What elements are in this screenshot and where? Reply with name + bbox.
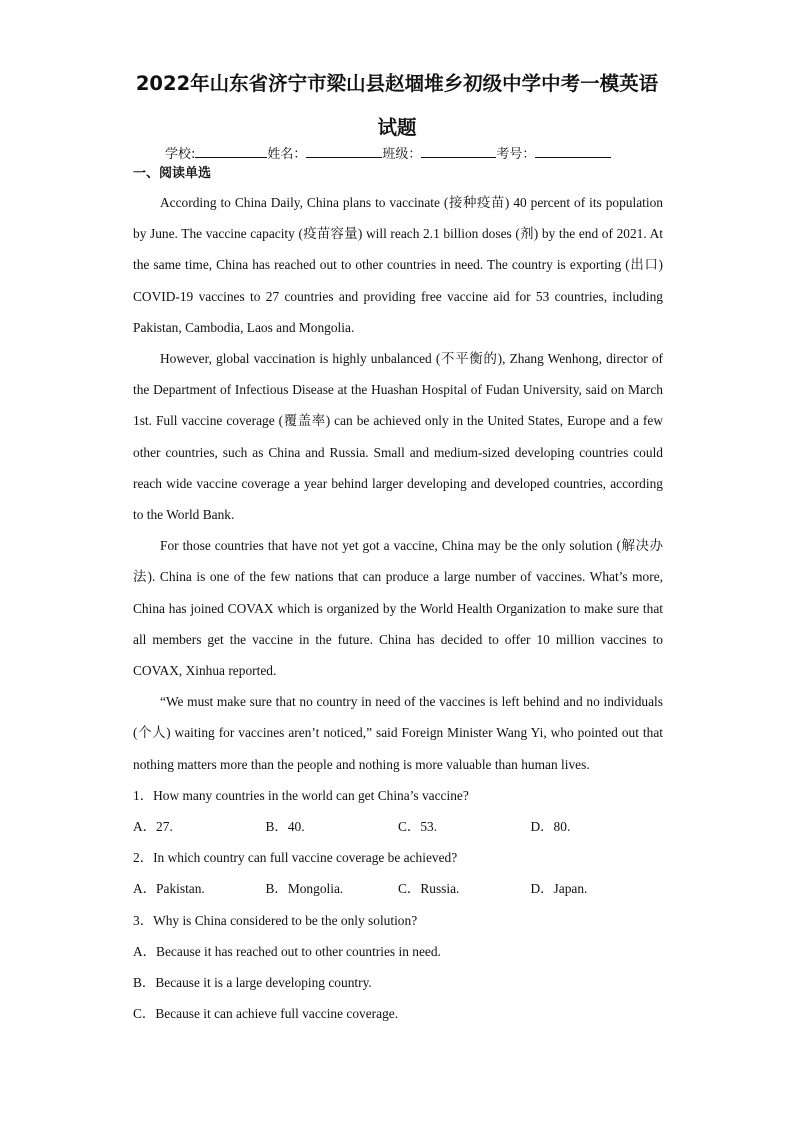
question-1-option-a[interactable]: A．27. xyxy=(133,819,173,835)
question-2-option-c[interactable]: C．Russia. xyxy=(398,881,460,897)
school-blank[interactable] xyxy=(195,143,267,158)
question-3-option-a[interactable]: A．Because it has reached out to other countries in need. xyxy=(133,943,441,959)
passage-paragraph-4: “We must make sure that no country in need of the vaccines is left behind and no individuals (个人) waiting for vaccines aren’t noticed,” said Foreign Minister Wang Yi, who pointed out that nothing matters more than the people and nothing is more valuable than human lives. xyxy=(133,694,663,772)
question-3-option-b[interactable]: B．Because it is a large developing country. xyxy=(133,975,372,991)
question-2-option-b[interactable]: B．Mongolia. xyxy=(265,881,344,897)
class-blank[interactable] xyxy=(421,143,496,158)
question-3-option-c[interactable]: C．Because it can achieve full vaccine coverage. xyxy=(133,1006,399,1022)
question-2-options xyxy=(133,873,663,904)
passage-paragraph-2: However, global vaccination is highly unbalanced (不平衡的), Zhang Wenhong, director of the Department of Infectious Disease at the Huashan Hospital of Fudan University, said on March 1st. Full vaccine coverage (覆盖率) can be achieved only in the United States, Europe and a few other countries, such as China and Russia. Small and medium-sized developing countries could reach wide vaccine coverage a year behind larger developing and developed countries, according to the World Bank. xyxy=(133,351,663,523)
exam-title xyxy=(60,62,734,150)
school-label: 学校: xyxy=(165,147,196,162)
title-line-1: 2022年山东省济宁市梁山县赵堌堆乡初级中学中考一模英语 xyxy=(135,72,659,95)
name-label: 姓名： xyxy=(267,147,307,162)
name-blank[interactable] xyxy=(306,143,382,158)
section-title: 一、阅读单选 xyxy=(133,166,212,181)
title-line-2: 试题 xyxy=(377,116,417,139)
passage-paragraph-1: According to China Daily, China plans to vaccinate (接种疫苗) 40 percent of its population by June. The vaccine capacity (疫苗容量) will reach 2.1 billion doses (剂) by the end of 2021. At the same time, China has reached out to other countries in need. The country is exporting (出口) COVID-19 vaccines to 27 countries and providing free vaccine aid for 53 countries, including Pakistan, Cambodia, Laos and Mongolia. xyxy=(133,195,663,335)
exam-number-label: 考号： xyxy=(496,147,536,162)
exam-number-blank[interactable] xyxy=(535,143,611,158)
question-2-stem: 2．In which country can full vaccine coverage be achieved? xyxy=(133,850,458,866)
question-1-option-b[interactable]: B．40. xyxy=(265,819,305,835)
question-2-option-a[interactable]: A．Pakistan. xyxy=(133,881,205,897)
question-1-stem: 1．How many countries in the world can get China’s vaccine? xyxy=(133,787,469,803)
student-info-row xyxy=(165,143,611,163)
question-1-option-c[interactable]: C．53. xyxy=(398,819,438,835)
question-1-options xyxy=(133,811,663,842)
class-label: 班级： xyxy=(382,147,422,162)
reading-content xyxy=(133,187,663,1029)
question-2-option-d[interactable]: D．Japan. xyxy=(530,881,588,897)
question-3-stem: 3．Why is China considered to be the only solution? xyxy=(133,912,418,928)
question-1-option-d[interactable]: D．80. xyxy=(530,819,571,835)
passage-paragraph-3: For those countries that have not yet got a vaccine, China may be the only solution (解决办法). China is one of the few nations that can produce a large number of vaccines. What’s more, China has joined COVAX which is organized by the World Health Organization to make sure that all members get the vaccine in the future. China has decided to offer 10 million vaccines to COVAX, Xinhua reported. xyxy=(133,538,663,679)
